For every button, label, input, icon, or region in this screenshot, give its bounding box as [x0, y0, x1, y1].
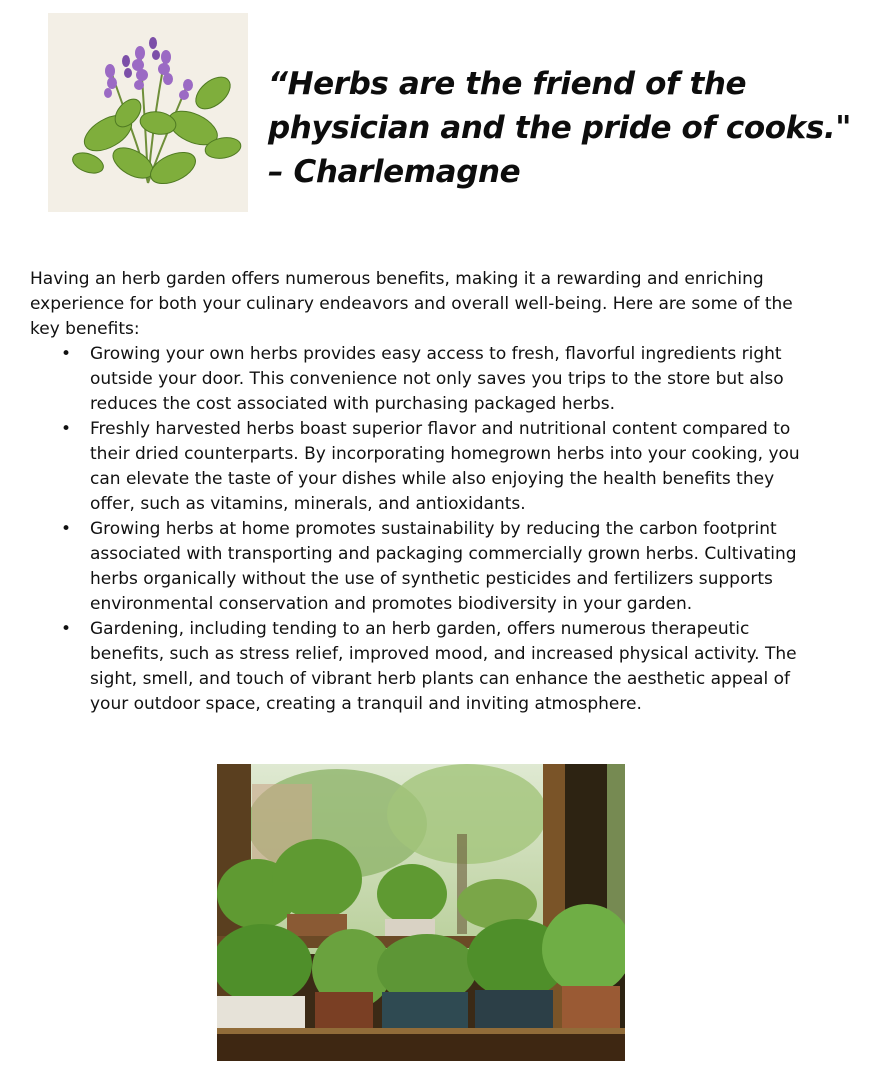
benefit-line: Growing herbs at home promotes sustainability by reducing the carbon footprint [90, 519, 777, 539]
benefit-line: outside your door. This convenience not only saves you trips to the store but also [90, 369, 784, 389]
purple-flowering-herb-icon [48, 13, 248, 212]
intro-line: Having an herb garden offers numerous benefits, making it a rewarding and enriching [30, 269, 764, 289]
benefit-line: their dried counterparts. By incorporating homegrown herbs into your cooking, you [90, 444, 800, 464]
benefit-item [0, 417, 880, 517]
intro-line: key benefits: [30, 319, 140, 339]
benefit-line: Growing your own herbs provides easy access to fresh, flavorful ingredients right [90, 344, 782, 364]
benefit-item [0, 342, 880, 417]
benefit-line: environmental conservation and promotes biodiversity in your garden. [90, 594, 693, 614]
quote-line: physician and the pride of cooks." [268, 110, 852, 146]
benefit-line: offer, such as vitamins, minerals, and antioxidants. [90, 494, 526, 514]
bullet-icon: • [60, 419, 72, 439]
benefit-line: reduces the cost associated with purchasing packaged herbs. [90, 394, 615, 414]
quote-line: “Herbs are the friend of the [268, 66, 747, 102]
quote-attribution: – Charlemagne [268, 154, 521, 190]
windowsill-herb-pots-icon [217, 764, 625, 1061]
benefit-line: Freshly harvested herbs boast superior flavor and nutritional content compared to [90, 419, 791, 439]
intro-line: experience for both your culinary endeavors and overall well-being. Here are some of the [30, 294, 793, 314]
bullet-icon: • [60, 619, 72, 639]
benefit-line: associated with transporting and packaging commercially grown herbs. Cultivating [90, 544, 797, 564]
benefit-line: sight, smell, and touch of vibrant herb plants can enhance the aesthetic appeal of [90, 669, 790, 689]
benefit-line: benefits, such as stress relief, improved mood, and increased physical activity. The [90, 644, 797, 664]
benefits-list [0, 342, 880, 717]
benefit-item [0, 517, 880, 617]
bullet-icon: • [60, 344, 72, 364]
bullet-icon: • [60, 519, 72, 539]
quote [268, 62, 868, 194]
herb-illustration [48, 13, 248, 212]
benefit-item [0, 617, 880, 717]
benefit-line: can elevate the taste of your dishes while also enjoying the health benefits they [90, 469, 775, 489]
benefit-line: Gardening, including tending to an herb garden, offers numerous therapeutic [90, 619, 750, 639]
herb-windowsill-photo [217, 764, 625, 1061]
benefit-line: your outdoor space, creating a tranquil and inviting atmosphere. [90, 694, 642, 714]
benefit-line: herbs organically without the use of synthetic pesticides and fertilizers supports [90, 569, 773, 589]
intro-paragraph [30, 267, 830, 342]
